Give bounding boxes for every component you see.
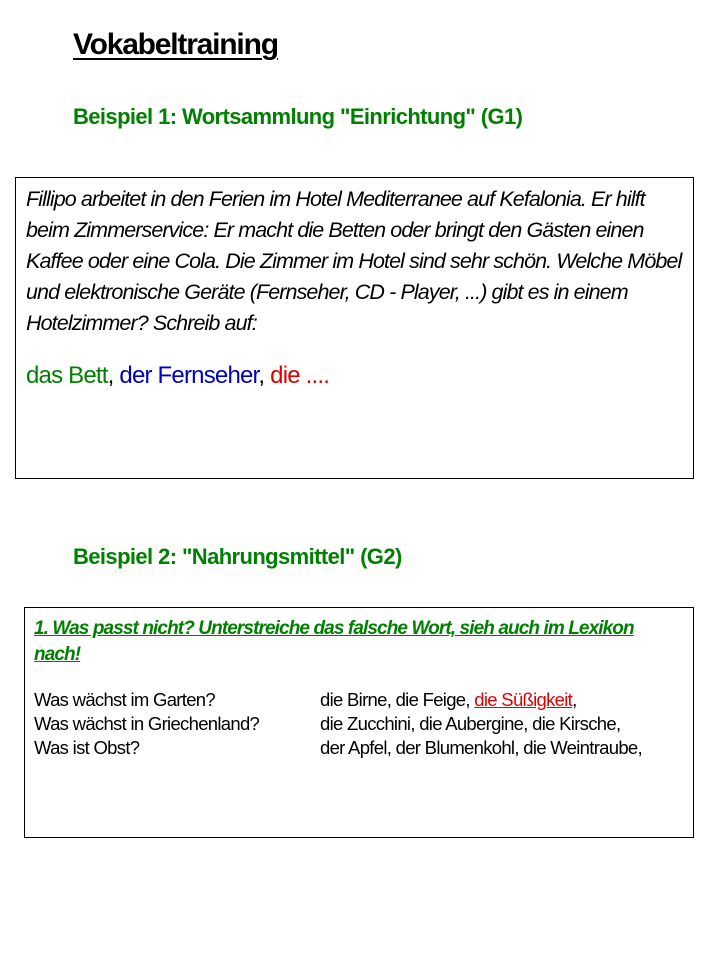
example-2-box [24,607,694,838]
question: Was wächst in Griechenland? [34,713,260,734]
odd-word-underlined: die Süßigkeit [474,689,573,710]
example-word-masculine: der Fernseher [119,362,259,389]
separator: , [107,362,120,389]
answers [320,736,642,760]
exercise-table [34,688,642,760]
question: Was wächst im Garten? [34,689,215,710]
example-words [26,362,684,390]
question: Was ist Obst? [34,737,140,758]
table-row [34,736,642,760]
answers [320,712,642,736]
page-title: Vokabeltraining [73,28,278,61]
answer-words: die Zucchini, die Aubergine, die Kirsche, [320,713,621,734]
answers [320,688,642,712]
exercise-title: 1. Was passt nicht? Unterstreiche das falsche Wort, sieh auch im Lexikon nach! [34,618,634,665]
answer-words: die Birne, die Feige, [320,689,475,710]
example-1-task-text: Fillipo arbeitet in den Ferien im Hotel Mediterranee auf Kefalonia. Er hilft beim Zimmerservice: Er macht die Betten oder bringt den Gästen einen Kaffee oder eine Cola. Die Zimmer im Hotel sind sehr schön. Welche Möbel und elektronische Geräte (Fernseher, CD - Player, ...) gibt es in einem Hotelzimmer? Schreib auf: [26,187,682,335]
separator: , [258,362,271,389]
example-1-heading: Beispiel 1: Wortsammlung "Einrichtung" (G1) [73,104,523,129]
example-2-heading: Beispiel 2: "Nahrungsmittel" (G2) [73,544,402,569]
answer-trailing: , [572,689,577,710]
example-word-masculine-neuter: das Bett [26,362,108,389]
table-row [34,712,642,736]
table-row [34,688,642,712]
answer-words: der Apfel, der Blumenkohl, die Weintraube, [320,737,642,758]
example-word-feminine: die .... [270,362,330,389]
example-1-box [15,177,694,479]
